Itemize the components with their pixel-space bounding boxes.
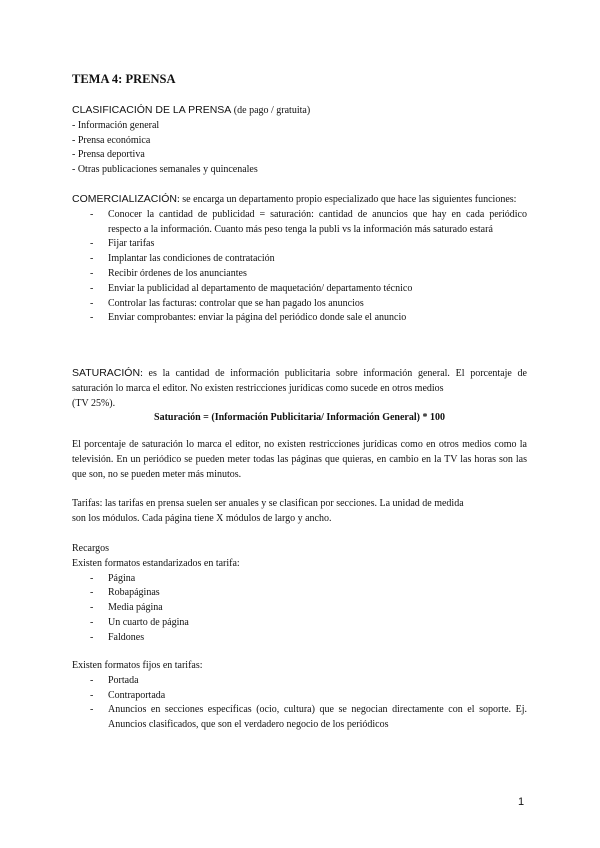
list-item: - Información general: [72, 119, 160, 131]
list-item: - Media página: [72, 601, 527, 616]
list-item: - Portada: [72, 674, 527, 689]
list-item: - Controlar las facturas: controlar que se han pagado los anuncios: [72, 297, 527, 312]
list-item: - Otras publicaciones semanales y quincenales: [72, 164, 258, 176]
saturacion-formula: Saturación = (Información Publicitaria/ Información General) * 100: [154, 412, 445, 424]
list-item: - Robapáginas: [72, 586, 527, 601]
formatos-fijos-list: [72, 674, 527, 733]
page-title: TEMA 4: PRENSA: [72, 72, 176, 86]
section-saturacion: [72, 366, 527, 426]
section-comercializacion: [72, 192, 527, 326]
list-item: - Anuncios en secciones específicas (ocio, cultura) que se negocian directamente con el soporte. Ej. Anuncios clasificados, que son el verdadero negocio de los periódicos: [72, 703, 527, 733]
list-item: - Fijar tarifas: [72, 237, 527, 252]
list-item: - Prensa económica: [72, 134, 151, 146]
comercializacion-heading: COMERCIALIZACIÓN: [72, 193, 178, 205]
tarifas-line-2: son los módulos. Cada página tiene X módulos de largo y ancho.: [72, 512, 332, 524]
saturacion-heading: SATURACIÓN: [72, 367, 141, 379]
comercializacion-intro-paragraph: [72, 192, 527, 208]
section-clasificacion: [72, 103, 527, 178]
saturacion-note: (TV 25%).: [72, 397, 116, 409]
tarifas-line-1: Tarifas: las tarifas en prensa suelen ser anuales y se clasifican por secciones. La unidad de medida: [72, 498, 464, 509]
list-item: - Enviar la publicidad al departamento de maquetación/ departamento técnico: [72, 282, 527, 297]
list-item: - Página: [72, 572, 527, 587]
porcentaje-paragraph: El porcentaje de saturación lo marca el editor, no existen restricciones jurídicas como en otros medios como la televisión. En un periódico se pueden meter todas las páginas que quieras, en cambio en la TV las horas son las que son, no se pueden meter más minutos.: [72, 439, 527, 480]
comercializacion-list: [72, 208, 527, 326]
page-number: 1: [518, 796, 525, 808]
clasificacion-heading-suffix: (de pago / gratuita): [231, 105, 311, 116]
saturacion-paragraph: [72, 366, 527, 397]
recargos-list: [72, 572, 527, 646]
comercializacion-intro: : se encarga un departamento propio especializado que hace las siguientes funciones:: [177, 194, 517, 205]
list-item: - Enviar comprobantes: enviar la página del periódico donde sale el anuncio: [72, 311, 527, 326]
saturacion-text: : es la cantidad de información publicitaria sobre información general. El porcentaje de saturación lo marca el editor. No existen restricciones jurídicas como sucede en otros medios: [72, 368, 527, 394]
formatos-fijos-intro: Existen formatos fijos en tarifas:: [72, 660, 203, 671]
clasificacion-heading-line: [72, 103, 527, 119]
recargos-intro: Existen formatos estandarizados en tarifa:: [72, 557, 240, 569]
recargos-heading: Recargos: [72, 543, 110, 554]
list-item: - Recibir órdenes de los anunciantes: [72, 267, 527, 282]
section-porcentaje: [72, 438, 527, 482]
section-tarifas: [72, 497, 527, 527]
list-item: - Un cuarto de página: [72, 616, 527, 631]
list-item: - Contraportada: [72, 689, 527, 704]
list-item: - Faldones: [72, 631, 527, 646]
section-recargos: [72, 542, 527, 646]
section-formatos-fijos: [72, 659, 527, 733]
list-item: - Prensa deportiva: [72, 149, 145, 161]
list-item: - Conocer la cantidad de publicidad = saturación: cantidad de anuncios que hay en cada periódico respecto a la información. Cuanto más peso tenga la publi vs la información más saturado estará: [72, 208, 527, 238]
clasificacion-heading: CLASIFICACIÓN DE LA PRENSA: [72, 104, 232, 116]
list-item: - Implantar las condiciones de contratación: [72, 252, 527, 267]
